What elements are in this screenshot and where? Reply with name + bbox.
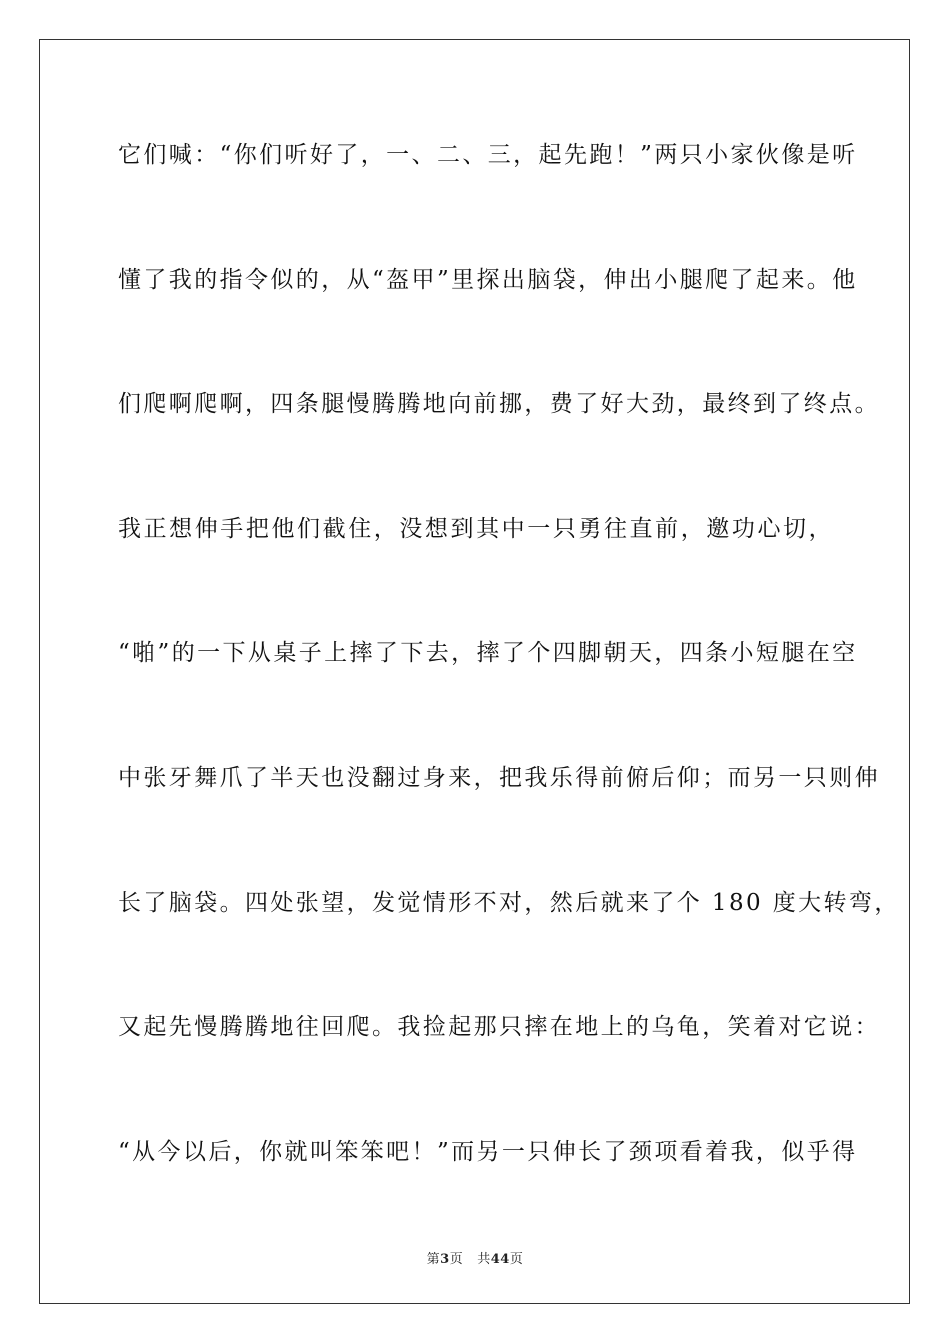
text-line: 懂了我的指令似的，从“盔甲”里探出脑袋，伸出小腿爬了起来。他: [118, 266, 858, 293]
text-line: 又起先慢腾腾地往回爬。我捡起那只摔在地上的乌龟，笑着对它说：: [118, 1014, 880, 1041]
page-suffix: 页: [449, 1252, 464, 1267]
text-line: “啪”的一下从桌子上摔了下去，摔了个四脚朝天，四条小短腿在空: [118, 640, 858, 667]
total-prefix: 共: [477, 1252, 491, 1267]
text-line: 中张牙舞爪了半天也没翻过身来，把我乐得前俯后仰；而另一只则伸: [118, 764, 880, 791]
page-footer: [0, 1248, 950, 1267]
text-line: 们爬啊爬啊，四条腿慢腾腾地向前挪，费了好大劲，最终到了终点。: [118, 391, 880, 418]
text-line: 它们喊：“你们听好了，一、二、三，起先跑！”两只小家伙像是听: [118, 142, 858, 168]
text-line: 我正想伸手把他们截住，没想到其中一只勇往直前，邀功心切，: [118, 515, 834, 542]
total-suffix: 页: [509, 1252, 524, 1267]
total-pages: 44: [490, 1252, 510, 1267]
body-text: [118, 126, 900, 1247]
text-line: 长了脑袋。四处张望，发觉情形不对，然后就来了个 180 度大转弯，: [118, 889, 900, 916]
text-line: “从今以后，你就叫笨笨吧！”而另一只伸长了颈项看着我，似乎得: [118, 1138, 858, 1165]
page-prefix: 第: [426, 1252, 441, 1267]
page-number: 3: [440, 1252, 450, 1267]
